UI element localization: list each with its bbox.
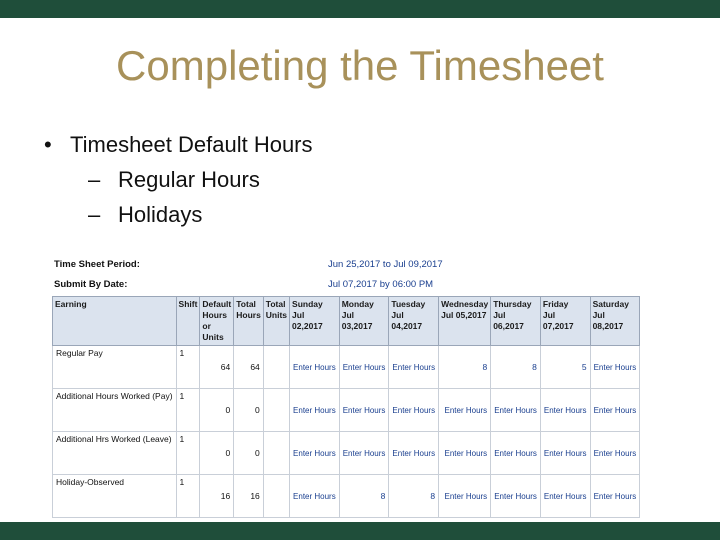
table-header-row [53,297,640,346]
table-row [53,389,640,432]
default-hours-cell: 0 [200,432,234,475]
default-hours-cell: 64 [200,346,234,389]
header-default: Default Hours or Units [200,297,234,346]
enter-hours-link[interactable]: Enter Hours [540,432,590,475]
enter-hours-link[interactable]: Enter Hours [540,475,590,518]
enter-hours-link[interactable]: Enter Hours [389,389,439,432]
sub-bullet-dash: – [88,202,101,227]
enter-hours-link[interactable]: Enter Hours [290,389,340,432]
earning-cell: Regular Pay [53,346,177,389]
total-hours-cell: 0 [234,432,264,475]
header-earning: Earning [53,297,177,346]
default-hours-cell: 16 [200,475,234,518]
default-hours-cell: 0 [200,389,234,432]
table-row [53,346,640,389]
timesheet-table [52,296,640,518]
total-hours-cell: 0 [234,389,264,432]
enter-hours-link[interactable]: Enter Hours [590,346,640,389]
period-label: Time Sheet Period: [54,259,140,270]
submit-value: Jul 07,2017 by 06:00 PM [328,279,434,290]
shift-cell: 1 [176,475,200,518]
enter-hours-link[interactable]: Enter Hours [439,475,491,518]
enter-hours-link[interactable]: Enter Hours [540,389,590,432]
shift-cell: 1 [176,432,200,475]
total-hours-cell: 16 [234,475,264,518]
enter-hours-link[interactable]: Enter Hours [439,389,491,432]
total-units-cell [263,346,289,389]
table-row [53,475,640,518]
day-hours-value[interactable]: 8 [389,475,439,518]
header-day: Thursday Jul 06,2017 [491,297,541,346]
sub-bullet-text: Regular Hours [118,167,260,192]
total-units-cell [263,432,289,475]
enter-hours-link[interactable]: Enter Hours [439,432,491,475]
header-day: Wednesday Jul 05,2017 [439,297,491,346]
earning-cell: Additional Hours Worked (Pay) [53,389,177,432]
total-hours-cell: 64 [234,346,264,389]
header-shift: Shift [176,297,200,346]
table-row [53,432,640,475]
enter-hours-link[interactable]: Enter Hours [389,432,439,475]
day-hours-value[interactable]: 8 [491,346,541,389]
period-value: Jun 25,2017 to Jul 09,2017 [328,259,443,270]
sub-bullet-item [88,167,260,193]
day-hours-value[interactable]: 8 [439,346,491,389]
earning-cell: Holiday-Observed [53,475,177,518]
header-day: Sunday Jul 02,2017 [290,297,340,346]
total-units-cell [263,389,289,432]
day-hours-value[interactable]: 8 [339,475,389,518]
bullet-item [44,132,313,158]
submit-label: Submit By Date: [54,279,128,290]
header-day: Monday Jul 03,2017 [339,297,389,346]
enter-hours-link[interactable]: Enter Hours [491,475,541,518]
bottom-accent-bar [0,522,720,540]
enter-hours-link[interactable]: Enter Hours [290,346,340,389]
top-accent-bar [0,0,720,18]
slide-title: Completing the Timesheet [116,42,604,89]
header-day: Saturday Jul 08,2017 [590,297,640,346]
sub-bullet-item [88,202,202,228]
enter-hours-link[interactable]: Enter Hours [339,346,389,389]
sub-bullet-text: Holidays [118,202,203,227]
sub-bullet-dash: – [88,167,101,192]
bullet-dot: • [44,132,52,157]
bullet-text: Timesheet Default Hours [70,132,313,157]
enter-hours-link[interactable]: Enter Hours [339,389,389,432]
enter-hours-link[interactable]: Enter Hours [590,389,640,432]
total-units-cell [263,475,289,518]
enter-hours-link[interactable]: Enter Hours [590,432,640,475]
enter-hours-link[interactable]: Enter Hours [290,432,340,475]
enter-hours-link[interactable]: Enter Hours [290,475,340,518]
enter-hours-link[interactable]: Enter Hours [389,346,439,389]
header-day: Friday Jul 07,2017 [540,297,590,346]
header-day: Tuesday Jul 04,2017 [389,297,439,346]
header-total-hours: Total Hours [234,297,264,346]
day-hours-value[interactable]: 5 [540,346,590,389]
shift-cell: 1 [176,346,200,389]
enter-hours-link[interactable]: Enter Hours [491,432,541,475]
earning-cell: Additional Hrs Worked (Leave) [53,432,177,475]
shift-cell: 1 [176,389,200,432]
enter-hours-link[interactable]: Enter Hours [339,432,389,475]
enter-hours-link[interactable]: Enter Hours [491,389,541,432]
header-total-units: Total Units [263,297,289,346]
enter-hours-link[interactable]: Enter Hours [590,475,640,518]
